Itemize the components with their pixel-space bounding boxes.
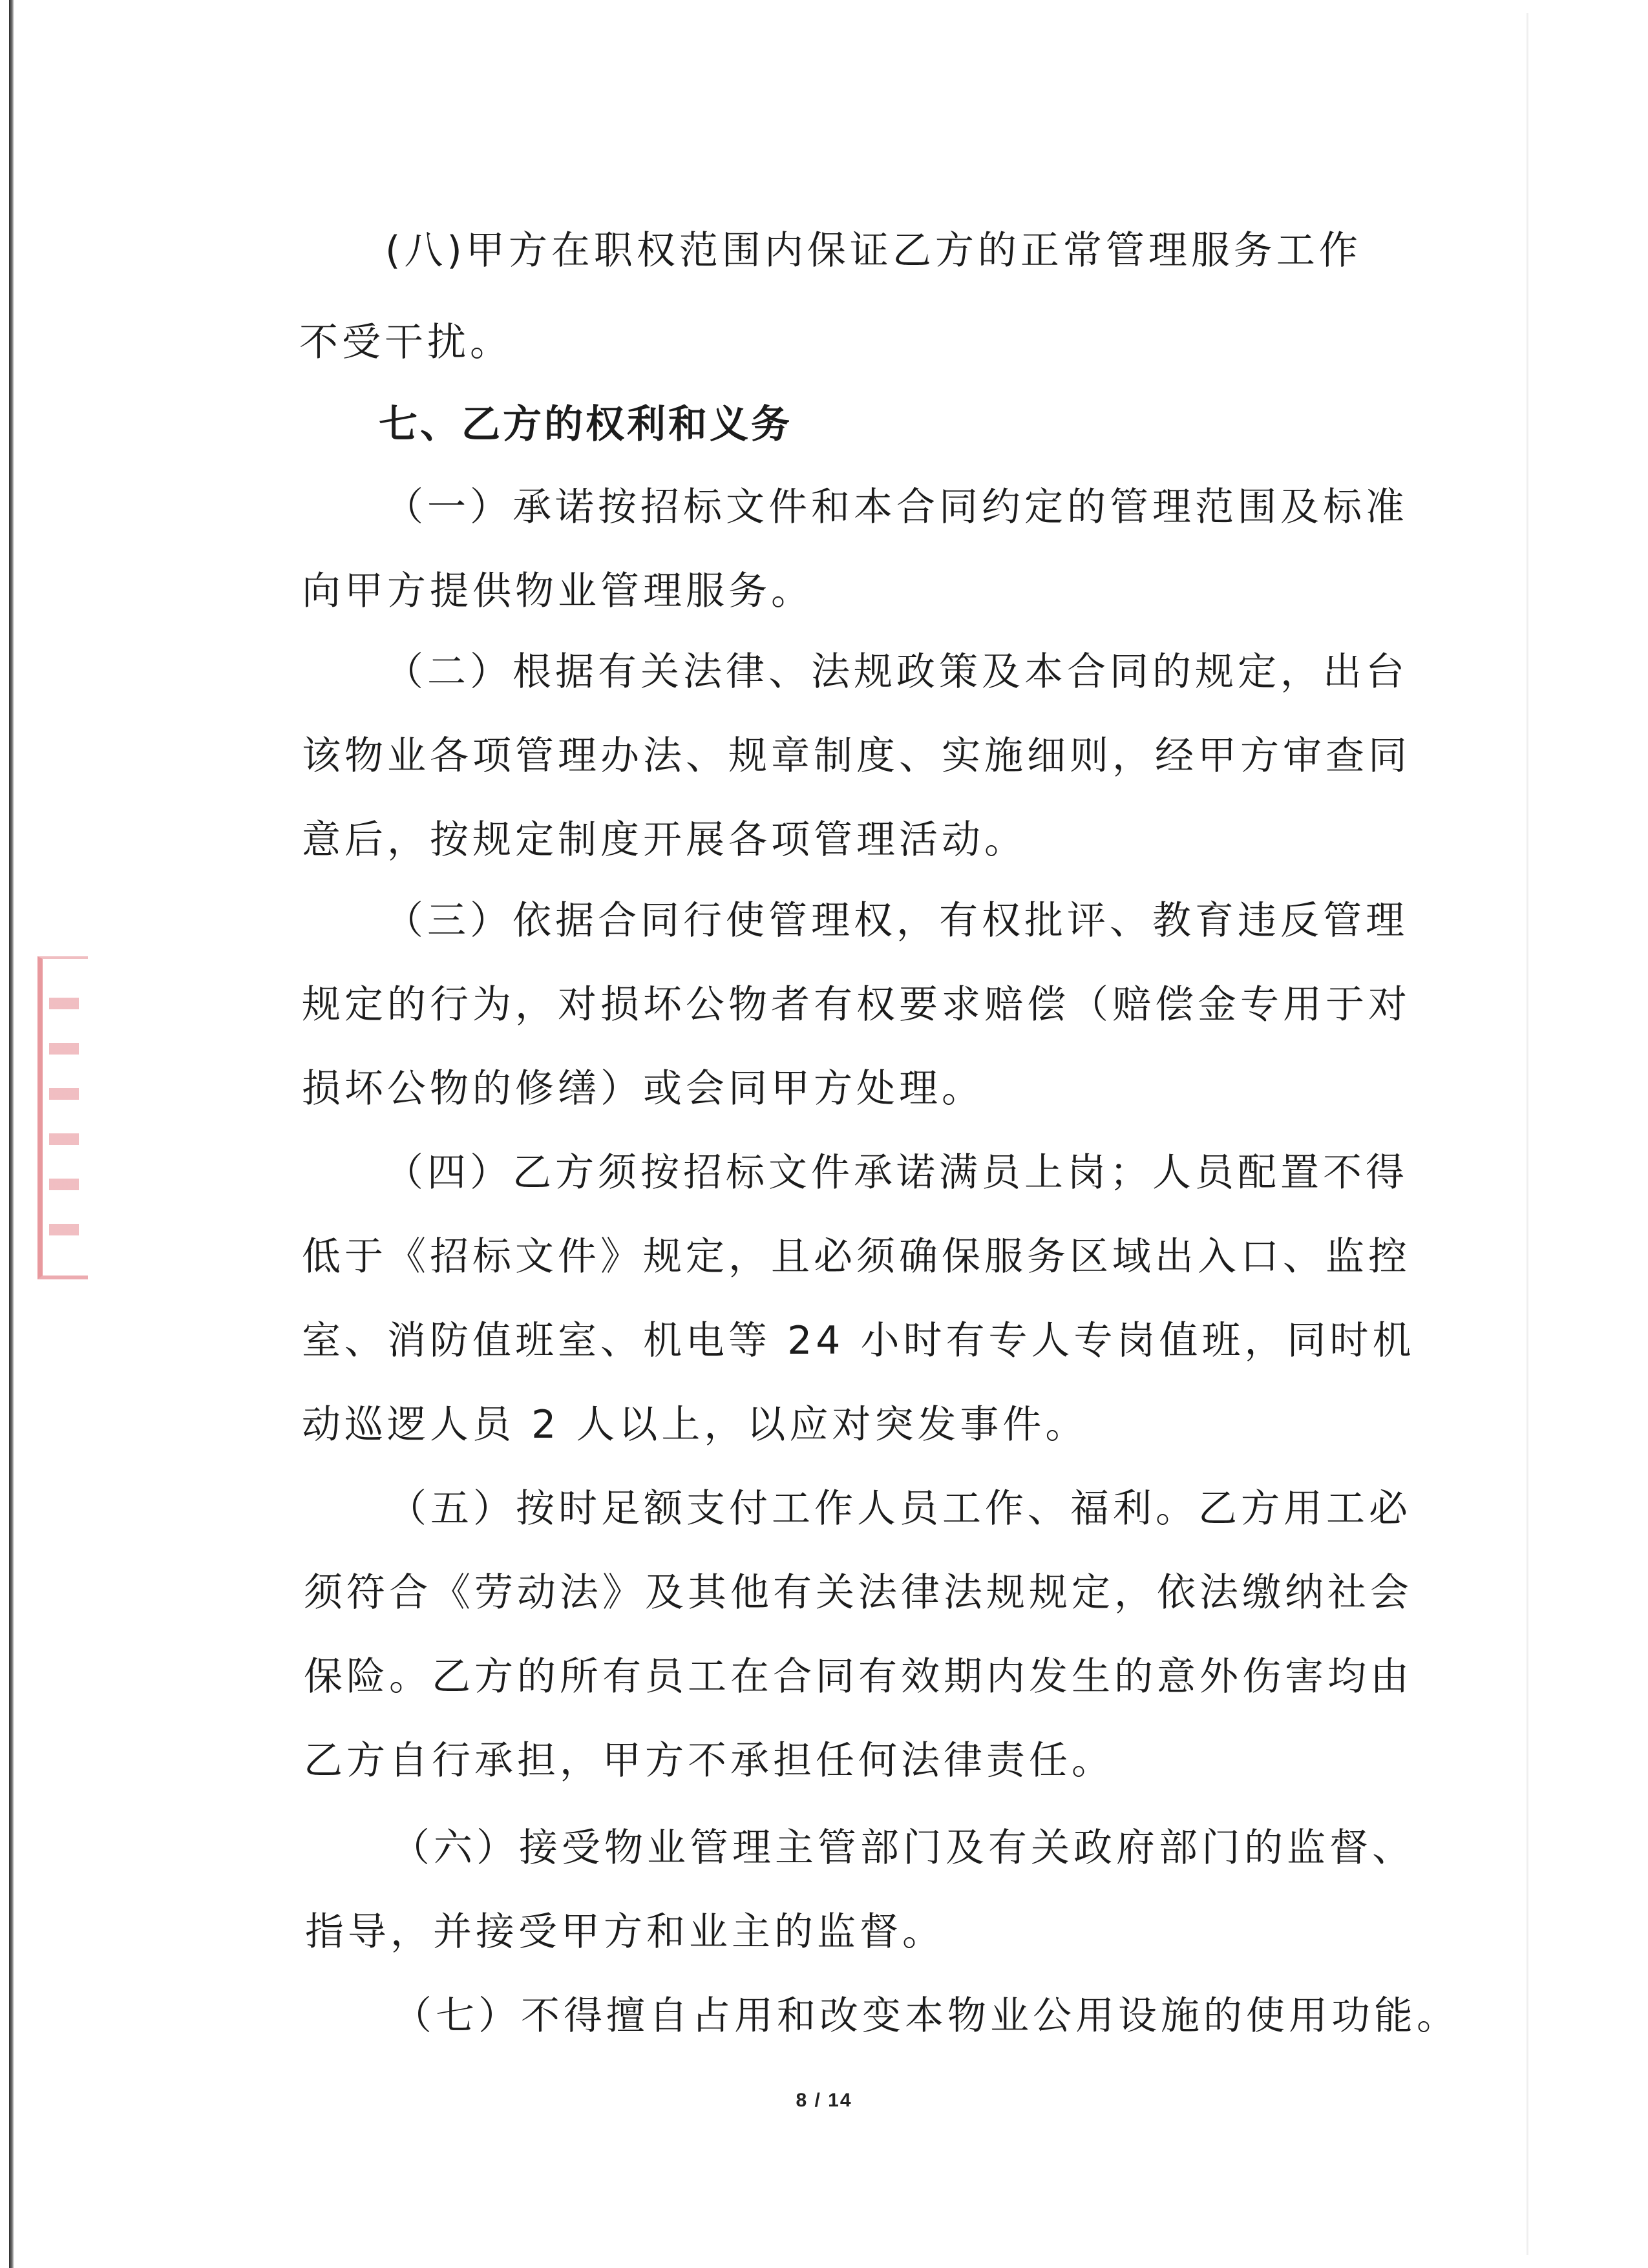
clause-2-line-2: 该物业各项管理办法、规章制度、实施细则，经甲方审查同 <box>302 733 1411 779</box>
clause-3-line-1: （三）依据合同行使管理权，有权批评、教育违反管理 <box>385 898 1408 943</box>
clause-5-line-4: 乙方自行承担，甲方不承担任何法律责任。 <box>304 1738 1114 1783</box>
clause-4-line-2: 低于《招标文件》规定，且必须确保服务区域出入口、监控 <box>302 1234 1411 1279</box>
clause-3-line-2: 规定的行为，对损坏公物者有权要求赔偿（赔偿金专用于对 <box>302 982 1411 1027</box>
clause-6-line-1: （六）接受物业管理主管部门及有关政府部门的监督、 <box>391 1825 1415 1871</box>
section-heading: 七、乙方的权利和义务 <box>379 402 792 447</box>
clause-2-line-1: （二）根据有关法律、法规政策及本合同的规定，出台 <box>385 649 1408 695</box>
paragraph-8-line-1: (八)甲方在职权范围内保证乙方的正常管理服务工作 <box>385 228 1362 273</box>
clause-5-line-3: 保险。乙方的所有员工在合同有效期内发生的意外伤害均由 <box>304 1654 1413 1699</box>
clause-5-line-2: 须符合《劳动法》及其他有关法律法规规定，依法缴纳社会 <box>304 1570 1413 1615</box>
clause-4-line-4: 动巡逻人员 2 人以上，以应对突发事件。 <box>302 1402 1088 1447</box>
clause-3-line-3: 损坏公物的修缮）或会同甲方处理。 <box>302 1066 984 1111</box>
clause-1-line-2: 向甲方提供物业管理服务。 <box>302 569 814 614</box>
clause-2-line-3: 意后，按规定制度开展各项管理活动。 <box>302 817 1027 863</box>
clause-1-line-1: （一）承诺按招标文件和本合同约定的管理范围及标准 <box>385 485 1408 530</box>
clause-4-line-3: 室、消防值班室、机电等 24 小时有专人专岗值班，同时机 <box>302 1318 1415 1363</box>
clause-4-line-1: （四）乙方须按招标文件承诺满员上岗；人员配置不得 <box>385 1150 1408 1195</box>
page-number: 8 / 14 <box>796 2090 852 2111</box>
clause-5-line-1: （五）按时足额支付工作人员工作、福利。乙方用工必 <box>388 1486 1411 1531</box>
clause-7-line-1: （七）不得擅自占用和改变本物业公用设施的使用功能。 <box>393 1993 1459 2039</box>
paragraph-8-line-2: 不受干扰。 <box>299 320 512 365</box>
clause-6-line-2: 指导，并接受甲方和业主的监督。 <box>305 1909 945 1955</box>
